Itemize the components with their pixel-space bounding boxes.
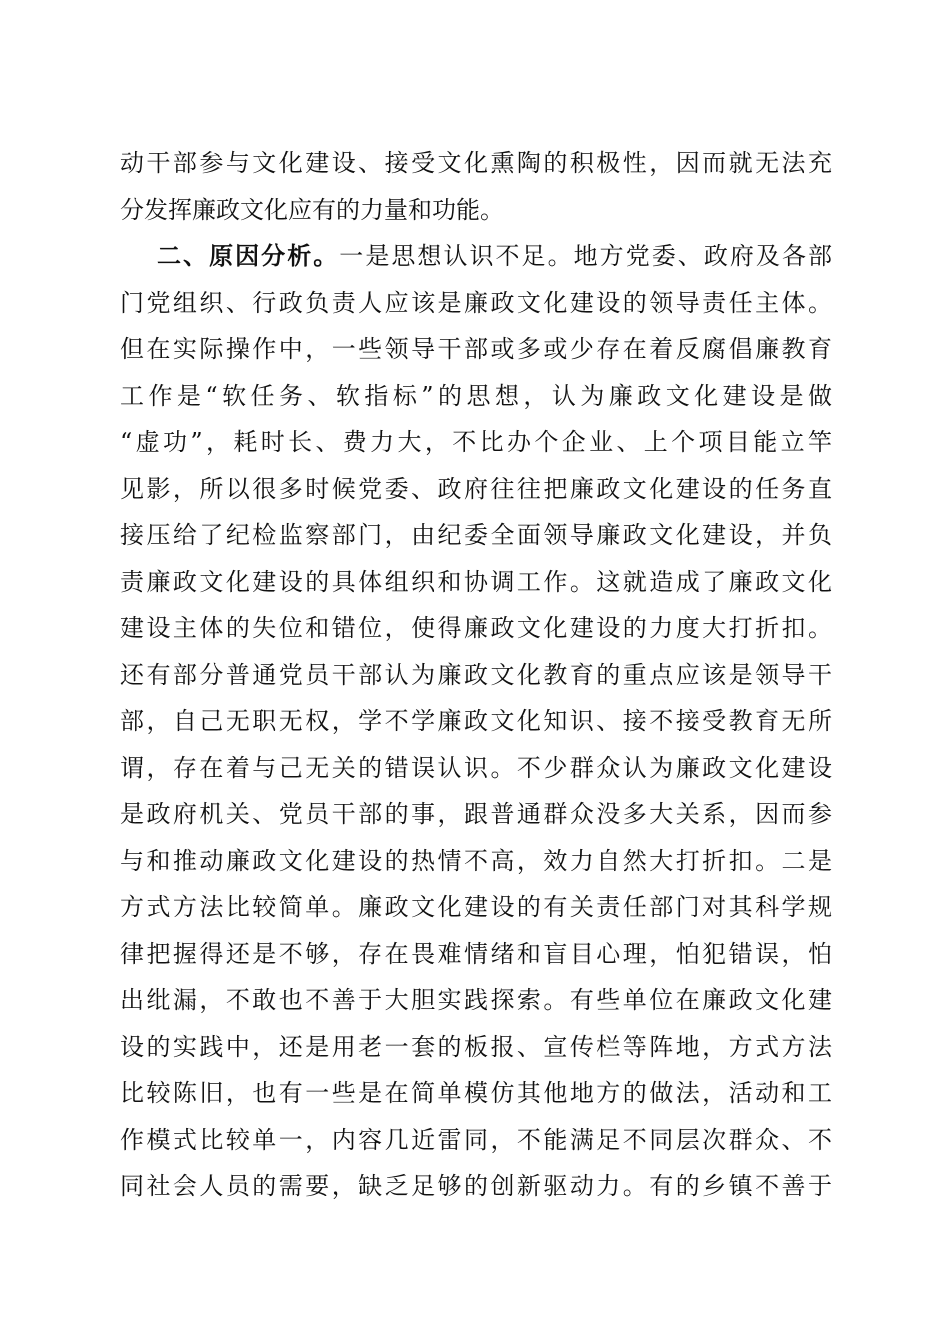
text-line: 设的实践中，还是用老一套的板报、宣传栏等阵地，方式方法	[120, 1032, 832, 1061]
body-text	[120, 140, 832, 1210]
text-line: 工作是“软任务、软指标”的思想，认为廉政文化建设是做	[120, 381, 832, 410]
text-line: 部，自己无职无权，学不学廉政文化知识、接不接受教育无所	[120, 707, 832, 735]
text-line: 比较陈旧，也有一些是在简单模仿其他地方的做法，活动和工	[120, 1079, 832, 1107]
text-line: 作模式比较单一，内容几近雷同，不能满足不同层次群众、不	[120, 1125, 832, 1154]
text-line: 方式方法比较简单。廉政文化建设的有关责任部门对其科学规	[120, 893, 832, 921]
section-heading: 二、原因分析。	[157, 241, 340, 270]
text-line: 门党组织、行政负责人应该是廉政文化建设的领导责任主体。	[120, 288, 832, 317]
text-line: 与和推动廉政文化建设的热情不高，效力自然大打折扣。二是	[120, 846, 832, 875]
text-line: 还有部分普通党员干部认为廉政文化教育的重点应该是领导干	[120, 660, 832, 689]
text-line: 建设主体的失位和错位，使得廉政文化建设的力度大打折扣。	[120, 614, 832, 642]
text-line: 动干部参与文化建设、接受文化熏陶的积极性，因而就无法充	[120, 149, 832, 177]
text-line: 接压给了纪检监察部门，由纪委全面领导廉政文化建设，并负	[120, 521, 832, 549]
heading-line-text: 一是思想认识不足。地方党委、政府及各部	[339, 242, 832, 270]
text-line: 律把握得还是不够，存在畏难情绪和盲目心理，怕犯错误，怕	[120, 939, 832, 968]
text-line: 责廉政文化建设的具体组织和协调工作。这就造成了廉政文化	[120, 567, 832, 596]
section-heading-line	[120, 233, 832, 280]
text-line: 见影，所以很多时候党委、政府往往把廉政文化建设的任务直	[120, 474, 832, 503]
text-line: 出纰漏，不敢也不善于大胆实践探索。有些单位在廉政文化建	[120, 986, 832, 1014]
text-line: 分发挥廉政文化应有的力量和功能。	[120, 195, 504, 224]
text-line: 但在实际操作中，一些领导干部或多或少存在着反腐倡廉教育	[120, 335, 832, 363]
text-line: 同社会人员的需要，缺乏足够的创新驱动力。有的乡镇不善于	[120, 1172, 832, 1200]
text-line: “虚功”，耗时长、费力大，不比办个企业、上个项目能立竿	[120, 428, 832, 456]
text-line: 是政府机关、党员干部的事，跟普通群众没多大关系，因而参	[120, 800, 832, 828]
text-line: 谓，存在着与己无关的错误认识。不少群众认为廉政文化建设	[120, 753, 832, 782]
